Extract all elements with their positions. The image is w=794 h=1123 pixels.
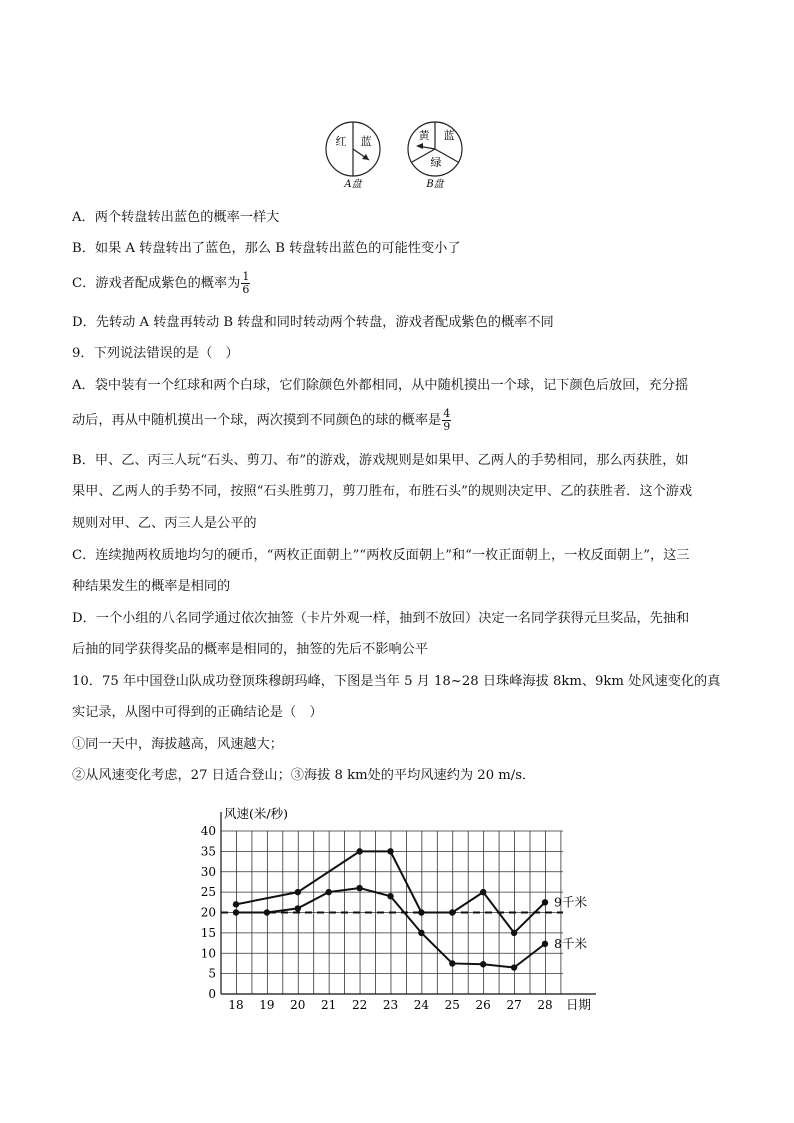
x-tick-label: 26 — [475, 998, 491, 1012]
wind-speed-chart — [0, 800, 794, 1030]
spinner-a-red: 红 — [335, 135, 347, 148]
q9-option-d-line1: D．一个小组的八名同学通过依次抽签（卡片外观一样，抽到不放回）决定一名同学获得元旦奖品，先抽和 — [72, 611, 690, 626]
x-tick-label: 23 — [382, 998, 399, 1012]
data-point — [542, 941, 548, 947]
q8-option-d: D．先转动 A 转盘再转动 B 转盘和同时转动两个转盘，游戏者配成紫色的概率不同 — [72, 315, 554, 330]
x-tick-label: 20 — [290, 998, 306, 1012]
data-point — [480, 961, 486, 967]
fraction-one-sixth: $\frac{1}{6}$ — [242, 270, 250, 296]
q9-option-c-line1: C．连续抛两枚质地均匀的硬币，“两枚正面朝上”“两枚反面朝上”和“一枚正面朝上，一枚反面朝上”，这三 — [72, 548, 690, 563]
x-tick-label: 27 — [506, 998, 522, 1012]
q10-statement-2-3: ②从风速变化考虑，27 日适合登山；③海拔 8 km处的平均风速约为 20 m/s． — [72, 768, 536, 783]
data-point — [542, 899, 548, 905]
data-point — [480, 889, 486, 895]
q10-statement-1: ①同一天中，海拔越高，风速越大； — [72, 737, 283, 752]
data-point — [356, 848, 362, 854]
data-point — [356, 885, 362, 891]
data-point — [233, 901, 239, 907]
q9-option-b-line3: 规则对甲、乙、丙三人是公平的 — [72, 516, 257, 531]
q8-option-a: A．两个转盘转出蓝色的概率一样大 — [72, 210, 280, 225]
x-tick-label: 25 — [444, 998, 460, 1012]
y-tick-label: 5 — [208, 966, 216, 981]
q8-option-c-text: C．游戏者配成紫色的概率为 — [72, 276, 241, 291]
series-label: 9千米 — [554, 894, 587, 910]
y-tick-label: 35 — [200, 844, 216, 859]
data-point — [295, 889, 301, 895]
q10-stem-line2: 实记录，从图中可得到的正确结论是（ ） — [72, 705, 323, 720]
x-tick-label: 18 — [228, 998, 244, 1012]
y-axis-label: 风速(米/秒) — [224, 806, 288, 821]
x-tick-label: 19 — [259, 998, 275, 1012]
spinner-b-label: B盘 — [426, 179, 444, 190]
q9-option-b-line2: 果甲、乙两人的手势不同，按照“石头胜剪刀，剪刀胜布，布胜石头”的规则决定甲、乙的获胜者．这个游戏 — [72, 484, 693, 499]
q8-option-c — [72, 271, 250, 296]
data-point — [511, 930, 517, 936]
spinner-b — [408, 122, 462, 190]
data-point — [264, 909, 270, 915]
data-point — [387, 893, 393, 899]
y-tick-label: 20 — [200, 905, 216, 920]
data-point — [418, 930, 424, 936]
y-tick-label: 0 — [208, 987, 216, 1001]
series-line-8km — [236, 888, 545, 967]
x-tick-label: 21 — [321, 998, 337, 1012]
x-tick-label: 24 — [413, 998, 430, 1012]
x-axis-label: 日期 — [566, 997, 592, 1012]
spinner-b-green: 绿 — [430, 156, 442, 169]
fraction-four-ninths: $\frac{4}{9}$ — [443, 407, 451, 433]
data-point — [449, 909, 455, 915]
data-point — [387, 848, 393, 854]
q9-option-a-text: 动后，再从中随机摸出一个球，两次摸到不同颜色的球的概率是 — [72, 413, 442, 428]
q9-option-b-line1: B．甲、乙、丙三人玩“石头、剪刀、布”的游戏，游戏规则是如果甲、乙两人的手势相同，那么丙获胜，如 — [72, 453, 689, 468]
q10-stem-line1: 10．75 年中国登山队成功登顶珠穆朗玛峰，下图是当年 5 月 18~28 日珠峰海拔 8km、9km 处风速变化的真 — [72, 674, 721, 689]
y-tick-label: 40 — [200, 824, 216, 838]
x-tick-label: 22 — [351, 998, 368, 1012]
data-point — [449, 960, 455, 966]
y-tick-label: 15 — [200, 925, 216, 940]
q9-option-a-line1: A．袋中装有一个红球和两个白球，它们除颜色外都相同，从中随机摸出一个球，记下颜色后放回，充分摇 — [72, 378, 689, 393]
data-point — [418, 909, 424, 915]
spinner-a-label: A盘 — [344, 179, 362, 190]
data-point — [233, 909, 239, 915]
spinner-a-blue: 蓝 — [360, 135, 372, 148]
q9-option-d-line2: 后抽的同学获得奖品的概率是相同的，抽签的先后不影响公平 — [72, 642, 429, 657]
q9-stem: 9．下列说法错误的是（ ） — [72, 346, 239, 361]
data-point — [511, 964, 517, 970]
x-tick-label: 28 — [537, 998, 553, 1012]
data-point — [326, 889, 332, 895]
spinner-b-yellow: 黄 — [418, 129, 430, 142]
y-tick-label: 25 — [200, 885, 216, 900]
q8-option-b: B．如果 A 转盘转出了蓝色，那么 B 转盘转出蓝色的可能性变小了 — [72, 241, 461, 256]
series-label: 8千米 — [554, 935, 587, 951]
q9-option-c-line2: 种结果发生的概率是相同的 — [72, 579, 231, 594]
q9-option-a-line2 — [72, 408, 451, 433]
y-tick-label: 10 — [200, 946, 216, 961]
data-point — [295, 905, 301, 911]
y-tick-label: 30 — [200, 864, 216, 879]
spinner-a — [326, 122, 380, 190]
spinner-b-blue: 蓝 — [443, 129, 455, 142]
spinner-figure — [0, 0, 794, 200]
